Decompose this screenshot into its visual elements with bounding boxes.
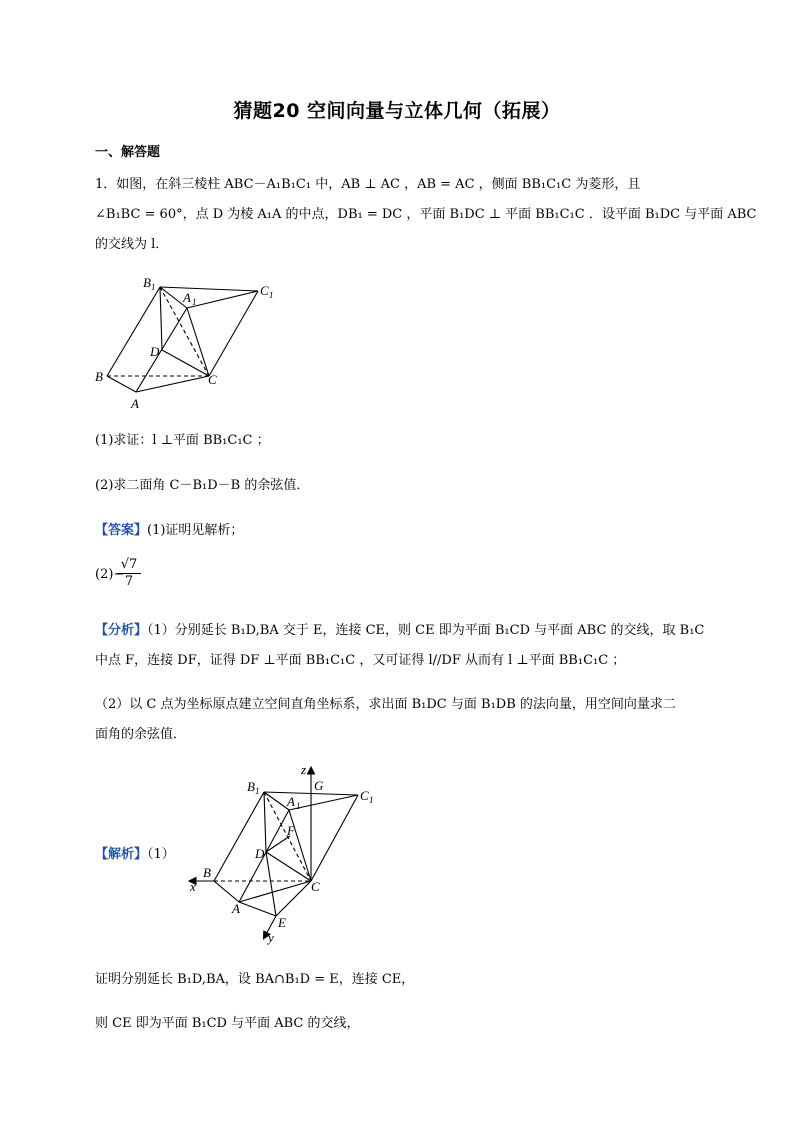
edge-ab [214,881,239,902]
edge-b1c1 [160,287,258,291]
edge-df [266,836,290,852]
label-b1-sub: 1 [151,282,156,292]
label-b1: B [143,275,151,290]
solution-line-1: 证明分别延长 B₁D,BA，设 BA∩B₁D = E，连接 CE， [95,972,415,987]
page-title: 猜题20 空间向量与立体几何（拓展） [233,100,561,122]
label-d: D [255,846,265,861]
label-c1-sub: 1 [369,795,374,805]
label-b: B [95,369,103,384]
fraction-numerator: √7 [117,557,141,574]
figure-1-prism [90,270,290,415]
edge-b1d [264,792,266,852]
answer-2-prefix: (2)− [95,567,125,582]
label-a: A [232,901,240,916]
label-b1-sub: 1 [255,786,260,796]
edge-b1a1 [264,792,289,810]
label-b1: B [247,779,255,794]
label-b: B [203,865,211,880]
edge-cc1 [311,795,358,881]
label-y: y [268,930,274,945]
edge-dc [266,852,311,881]
answer-1: (1)证明见解析； [147,523,244,538]
analysis-text-1: （1）分别延长 B₁D,BA 交于 E，连接 CE，则 CE 即为平面 B₁CD 与平面 ABC 的交线，取 B₁C [147,623,705,638]
problem-line-3: 的交线为 l． [95,237,169,252]
answer-2-fraction [117,557,141,590]
answer-line-1 [95,522,243,540]
edge-de [266,852,276,916]
question-2: (2)求二面角 C－B₁D－B 的余弦值． [95,478,310,493]
label-a1: A [287,794,295,809]
figure-2-coordinate-prism [180,760,390,945]
label-c1: C [360,788,369,803]
edge-bb1 [214,792,264,881]
edge-bb1 [107,287,160,376]
label-c: C [311,879,320,894]
label-c1: C [260,283,269,298]
fraction-denominator: 7 [124,574,134,589]
label-a1-sub: 1 [192,297,197,307]
edge-ae [239,902,276,916]
label-a: A [131,396,139,411]
edge-cc1 [209,291,258,376]
label-a1-sub: 1 [296,801,301,811]
analysis-line-2: 中点 F，连接 DF，证得 DF ⊥平面 BB₁C₁C ，又可证得 l//DF 从而有 l ⊥平面 BB₁C₁C ； [95,653,626,668]
question-1: (1)求证：l ⊥平面 BB₁C₁C ； [95,433,270,448]
label-x: x [190,879,196,894]
solution-line-2: 则 CE 即为平面 B₁CD 与平面 ABC 的交线， [95,1016,360,1031]
edge-b1d [160,287,162,350]
solution-part: （1） [147,847,175,862]
edge-a1c1 [187,291,258,308]
solution-line [95,846,175,864]
label-d: D [150,344,160,359]
analysis-line-3: （2）以 C 点为坐标原点建立空间直角坐标系，求出面 B₁DC 与面 B₁DB 的法向量，用空间向量求二 [95,697,676,712]
analysis-tag: 【分析】 [95,623,148,638]
label-e: E [278,915,286,930]
label-z: z [301,762,307,777]
label-g: G [314,778,324,793]
label-c: C [208,372,217,387]
edge-ac [136,376,209,392]
solution-tag: 【解析】 [95,847,148,862]
label-c1-sub: 1 [269,290,274,300]
problem-line-1: 1．如图，在斜三棱柱 ABC－A₁B₁C₁ 中，AB ⊥ AC ，AB = AC ，侧面 BB₁C₁C 为菱形，且 [95,177,641,192]
edge-a1c [289,810,311,881]
label-a1: A [183,290,191,305]
analysis-line-1 [95,622,704,640]
label-f: F [287,823,295,838]
problem-line-2: ∠B₁BC = 60°，点 D 为棱 A₁A 的中点，DB₁ = DC ，平面 B₁DC ⊥ 平面 BB₁C₁C ．设平面 B₁DC 与平面 ABC [95,207,757,222]
section-heading: 一、解答题 [95,145,161,160]
edge-ab [107,376,136,392]
answer-tag: 【答案】 [95,523,148,538]
analysis-line-4: 面角的余弦值． [95,727,187,742]
